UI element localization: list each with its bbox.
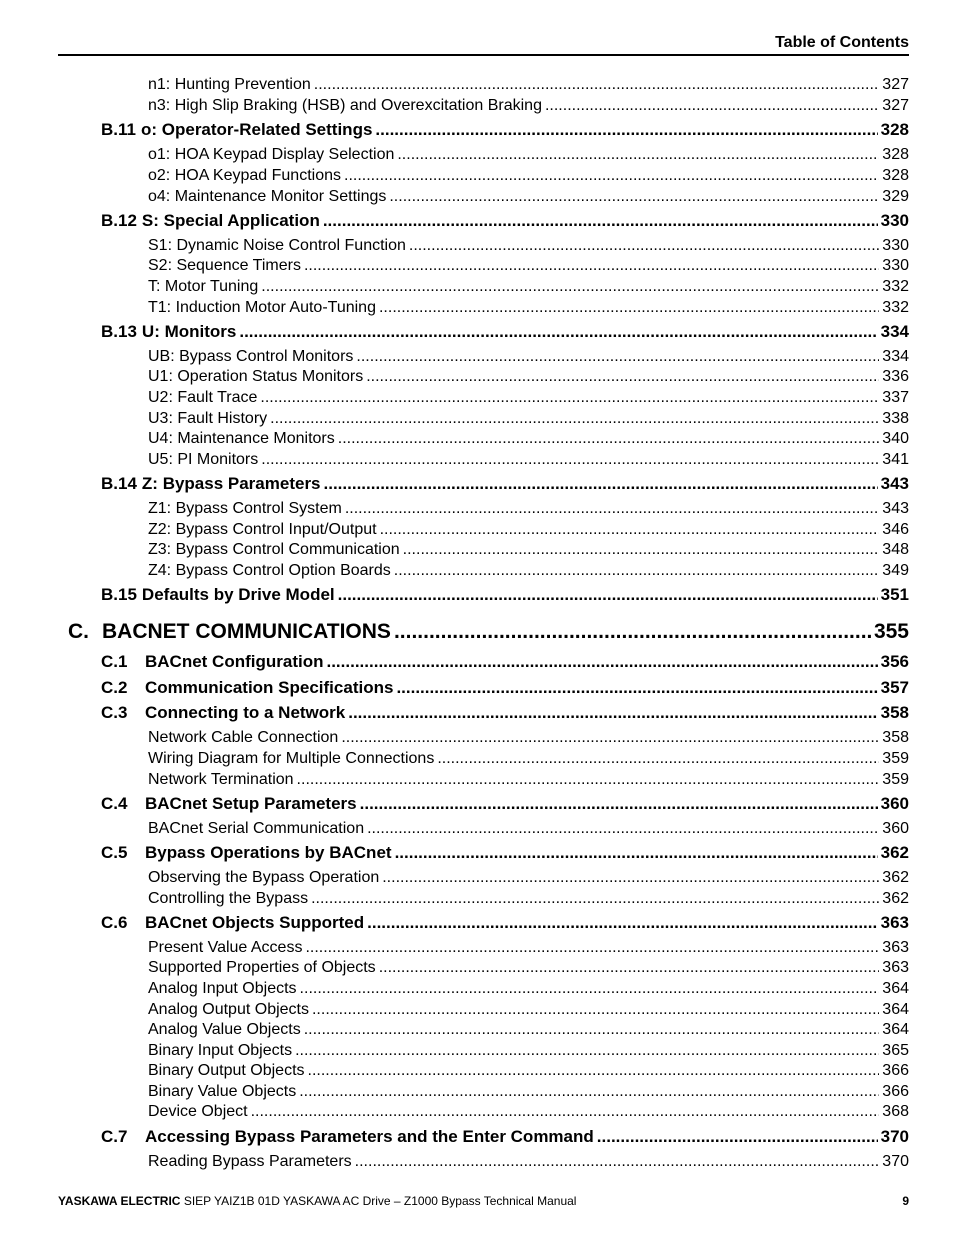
dot-leader	[305, 939, 879, 957]
toc-page-number: 362	[882, 890, 909, 907]
toc-subsection-entry[interactable]	[148, 541, 909, 561]
toc-page-number: 364	[882, 1001, 909, 1018]
toc-page-number: 343	[882, 500, 909, 517]
dot-leader	[312, 1001, 879, 1019]
dot-leader	[366, 368, 879, 386]
toc-entry-label: Supported Properties of Objects	[148, 959, 376, 976]
toc-subsection-entry[interactable]	[148, 146, 909, 166]
dot-leader	[345, 500, 879, 518]
toc-entry-title	[101, 913, 364, 933]
toc-section-entry[interactable]	[101, 1127, 909, 1149]
toc-entry-label: U3: Fault History	[148, 410, 268, 427]
dot-leader	[396, 678, 877, 698]
toc-entry-label: o4: Maintenance Monitor Settings	[148, 188, 387, 205]
toc-page-number: 328	[882, 146, 909, 163]
toc-page-number: 338	[882, 410, 909, 427]
toc-entry-title	[148, 939, 302, 957]
toc-entry-label: o: Operator-Related Settings	[140, 120, 373, 139]
toc-entry-title	[148, 1062, 305, 1080]
dot-leader	[394, 562, 880, 580]
toc-entry-label: Accessing Bypass Parameters and the Enter Command	[145, 1127, 594, 1146]
toc-subsection-entry[interactable]	[148, 1103, 909, 1123]
toc-entry-title	[148, 97, 542, 115]
toc-entry-label: Device Object	[148, 1103, 248, 1120]
toc-entry-title	[148, 890, 308, 908]
dot-leader	[304, 1021, 880, 1039]
toc-entry-number: C.3	[101, 703, 128, 722]
toc-page-number: 355	[873, 620, 909, 643]
dot-leader	[348, 703, 877, 723]
toc-page-number: 363	[880, 913, 909, 932]
toc-entry-title	[148, 1103, 248, 1121]
toc-entry-label: Connecting to a Network	[145, 703, 346, 722]
dot-leader	[360, 794, 878, 814]
toc-entry-label: U5: PI Monitors	[148, 451, 259, 468]
toc-entry-title	[148, 750, 434, 768]
toc-entry-title	[101, 120, 372, 140]
toc-page-number: 337	[882, 389, 909, 406]
toc-entry-title	[101, 678, 393, 698]
toc-section-entry[interactable]	[101, 913, 909, 935]
toc-entry-label: n1: Hunting Prevention	[148, 76, 311, 93]
toc-page-number: 359	[882, 750, 909, 767]
toc-entry-title	[148, 562, 391, 580]
toc-subsection-entry[interactable]	[148, 368, 909, 388]
toc-entry-label: S1: Dynamic Noise Control Function	[148, 237, 406, 254]
toc-entry-title	[148, 771, 294, 789]
toc-subsection-entry[interactable]	[148, 939, 909, 959]
toc-page-number: 327	[882, 97, 909, 114]
toc-entry-number: C.1	[101, 652, 128, 671]
dot-leader	[355, 1153, 880, 1171]
toc-subsection-entry[interactable]	[148, 1062, 909, 1082]
toc-entry-title	[148, 541, 400, 559]
toc-entry-title	[148, 237, 406, 255]
toc-subsection-entry[interactable]	[148, 97, 909, 117]
toc-page-number: 365	[882, 1042, 909, 1059]
toc-subsection-entry[interactable]	[148, 959, 909, 979]
toc-subsection-entry[interactable]	[148, 750, 909, 770]
toc-page-number: 362	[882, 869, 909, 886]
dot-leader	[409, 237, 879, 255]
toc-page-number: 332	[882, 299, 909, 316]
toc-page-number: 349	[882, 562, 909, 579]
toc-entry-label: S: Special Application	[141, 211, 320, 230]
toc-entry-number: B.11	[101, 120, 136, 139]
dot-leader	[367, 820, 879, 838]
toc-page-number: 340	[882, 430, 909, 447]
dot-leader	[389, 188, 879, 206]
toc-entry-title	[148, 410, 267, 428]
toc-entry-title	[148, 869, 379, 887]
toc-entry-label: Binary Input Objects	[148, 1042, 293, 1059]
toc-page-number: 364	[882, 1021, 909, 1038]
toc-section-entry[interactable]	[101, 843, 909, 865]
toc-entry-title	[148, 299, 376, 317]
dot-leader	[261, 451, 879, 469]
dot-leader	[379, 959, 880, 977]
toc-section-entry[interactable]	[101, 703, 909, 725]
toc-entry-label: T1: Induction Motor Auto-Tuning	[148, 299, 376, 316]
toc-page-number: 360	[880, 794, 909, 813]
toc-subsection-entry[interactable]	[148, 890, 909, 910]
dot-leader	[597, 1127, 878, 1147]
dot-leader	[326, 652, 877, 672]
toc-subsection-entry[interactable]	[148, 76, 909, 96]
toc-subsection-entry[interactable]	[148, 1021, 909, 1041]
toc-subsection-entry[interactable]	[148, 237, 909, 257]
toc-entry-label: Z1: Bypass Control System	[148, 500, 342, 517]
toc-page-number: 343	[880, 474, 909, 493]
toc-subsection-entry[interactable]	[148, 500, 909, 520]
dot-leader	[261, 278, 879, 296]
toc-section-entry[interactable]	[101, 585, 909, 607]
footer-publication-line	[58, 1194, 576, 1208]
toc-entry-label: Defaults by Drive Model	[141, 585, 335, 604]
toc-entry-label: Z: Bypass Parameters	[141, 474, 321, 493]
footer-page-number: 9	[902, 1194, 909, 1208]
toc-subsection-entry[interactable]	[148, 278, 909, 298]
toc-entry-number: C.6	[101, 913, 128, 932]
toc-page-number: 364	[882, 980, 909, 997]
toc-entry-title	[148, 980, 297, 998]
toc-section-entry[interactable]	[101, 211, 909, 233]
toc-entry-title	[148, 959, 376, 977]
toc-page-number: 336	[882, 368, 909, 385]
toc-entry-title	[148, 348, 353, 366]
toc-entry-label: Present Value Access	[148, 939, 303, 956]
toc-subsection-entry[interactable]	[148, 389, 909, 409]
toc-entry-title	[101, 322, 236, 342]
toc-section-entry[interactable]	[101, 120, 909, 142]
toc-subsection-entry[interactable]	[148, 348, 909, 368]
toc-entry-label: BACnet Setup Parameters	[145, 794, 357, 813]
dot-leader	[239, 322, 877, 342]
toc-page-number: 346	[882, 521, 909, 538]
toc-page-number: 359	[882, 771, 909, 788]
toc-entry-label: o1: HOA Keypad Display Selection	[148, 146, 395, 163]
toc-entry-label: T: Motor Tuning	[148, 278, 259, 295]
dot-leader	[356, 348, 879, 366]
dot-leader	[314, 76, 880, 94]
toc-entry-title	[148, 1083, 296, 1101]
toc-page-number: 329	[882, 188, 909, 205]
toc-entry-label: UB: Bypass Control Monitors	[148, 348, 354, 365]
toc-entry-label: BACNET COMMUNICATIONS	[102, 620, 391, 643]
toc-subsection-entry[interactable]	[148, 1083, 909, 1103]
toc-entry-label: BACnet Serial Communication	[148, 820, 365, 837]
toc-entry-label: Network Termination	[148, 771, 294, 788]
toc-entry-title	[148, 1021, 301, 1039]
toc-page-number: 341	[882, 451, 909, 468]
toc-subsection-entry[interactable]	[148, 980, 909, 1000]
dot-leader	[382, 869, 879, 887]
dot-leader	[395, 843, 878, 863]
toc-entry-label: BACnet Objects Supported	[145, 913, 365, 932]
toc-entry-title	[148, 1001, 309, 1019]
toc-entry-title	[101, 474, 321, 494]
toc-entry-number: C.	[68, 620, 89, 643]
toc-entry-label: Reading Bypass Parameters	[148, 1153, 352, 1170]
toc-page-number: 370	[880, 1127, 909, 1146]
toc-page-number: 328	[882, 167, 909, 184]
toc-section-entry[interactable]	[101, 794, 909, 816]
toc-subsection-entry[interactable]	[148, 167, 909, 187]
dot-leader	[380, 521, 880, 539]
toc-subsection-entry[interactable]	[148, 1153, 909, 1173]
toc-page-number: 357	[880, 678, 909, 697]
toc-entry-label: U2: Fault Trace	[148, 389, 258, 406]
toc-page-number: 366	[882, 1062, 909, 1079]
dot-leader	[338, 585, 878, 605]
toc-entry-title	[101, 703, 345, 723]
toc-entry-label: Binary Output Objects	[148, 1062, 305, 1079]
toc-section-entry[interactable]	[101, 678, 909, 700]
toc-entry-title	[101, 585, 335, 605]
toc-entry-title	[148, 500, 342, 518]
footer-brand: YASKAWA ELECTRIC	[58, 1194, 181, 1208]
toc-entry-title	[148, 167, 341, 185]
toc-entry-title	[148, 729, 338, 747]
dot-leader	[323, 211, 878, 231]
toc-entry-number: B.12	[101, 211, 137, 230]
toc-subsection-entry[interactable]	[148, 820, 909, 840]
toc-entry-number: C.4	[101, 794, 128, 813]
dot-leader	[397, 146, 879, 164]
toc-subsection-entry[interactable]	[148, 771, 909, 791]
toc-page-number: 328	[880, 120, 909, 139]
toc-entry-label: Wiring Diagram for Multiple Connections	[148, 750, 435, 767]
dot-leader	[437, 750, 879, 768]
dot-leader	[338, 430, 880, 448]
toc-page-number: 330	[882, 237, 909, 254]
dot-leader	[379, 299, 879, 317]
dot-leader	[270, 410, 879, 428]
toc-entry-title	[101, 211, 320, 231]
toc-entry-number: C.5	[101, 843, 128, 862]
toc-subsection-entry[interactable]	[148, 1001, 909, 1021]
toc-entry-title	[148, 1153, 352, 1171]
dot-leader	[375, 120, 877, 140]
toc-subsection-entry[interactable]	[148, 451, 909, 471]
toc-entry-label: Observing the Bypass Operation	[148, 869, 380, 886]
toc-page-number: 363	[882, 959, 909, 976]
toc-chapter-entry[interactable]	[68, 620, 909, 648]
toc-entry-title	[148, 451, 258, 469]
toc-subsection-entry[interactable]	[148, 430, 909, 450]
toc-entry-label: Analog Input Objects	[148, 980, 297, 997]
toc-entry-label: Analog Output Objects	[148, 1001, 309, 1018]
toc-page-number: 334	[880, 322, 909, 341]
dot-leader	[300, 980, 880, 998]
toc-entry-title	[148, 430, 335, 448]
toc-page-number: 368	[882, 1103, 909, 1120]
toc-entry-number: C.7	[101, 1127, 128, 1146]
toc-entry-title	[148, 146, 394, 164]
toc-entry-title	[68, 620, 391, 644]
dot-leader	[344, 167, 879, 185]
toc-entry-title	[148, 257, 301, 275]
toc-entry-label: Communication Specifications	[145, 678, 394, 697]
toc-entry-title	[148, 368, 363, 386]
toc-entry-title	[148, 278, 258, 296]
toc-entry-title	[101, 794, 357, 814]
toc-subsection-entry[interactable]	[148, 729, 909, 749]
toc-entry-label: U1: Operation Status Monitors	[148, 368, 364, 385]
toc-page-number: 360	[882, 820, 909, 837]
dot-leader	[304, 257, 879, 275]
toc-subsection-entry[interactable]	[148, 188, 909, 208]
toc-entry-title	[101, 1127, 594, 1147]
dot-leader	[394, 620, 871, 644]
toc-entry-label: Bypass Operations by BACnet	[145, 843, 392, 862]
toc-page-number: 363	[882, 939, 909, 956]
toc-entry-title	[148, 1042, 292, 1060]
dot-leader	[367, 913, 878, 933]
dot-leader	[308, 1062, 880, 1080]
toc-entry-label: Z4: Bypass Control Option Boards	[148, 562, 391, 579]
dot-leader	[299, 1083, 879, 1101]
toc-entry-title	[101, 843, 392, 863]
toc-entry-label: Controlling the Bypass	[148, 890, 309, 907]
toc-page-number: 370	[882, 1153, 909, 1170]
running-header-title: Table of Contents	[775, 34, 909, 51]
toc-entry-label: Z3: Bypass Control Communication	[148, 541, 400, 558]
toc-page-number: 358	[880, 703, 909, 722]
toc-subsection-entry[interactable]	[148, 869, 909, 889]
dot-leader	[297, 771, 880, 789]
toc-page-number: 351	[880, 585, 909, 604]
toc-page-number: 330	[882, 257, 909, 274]
toc-page-number: 332	[882, 278, 909, 295]
toc-subsection-entry[interactable]	[148, 299, 909, 319]
toc-page-number: 362	[880, 843, 909, 862]
toc-entry-label: n3: High Slip Braking (HSB) and Overexcitation Braking	[148, 97, 542, 114]
toc-page-number: 327	[882, 76, 909, 93]
toc-section-entry[interactable]	[101, 322, 909, 344]
toc-subsection-entry[interactable]	[148, 257, 909, 277]
toc-subsection-entry[interactable]	[148, 562, 909, 582]
toc-page-number: 366	[882, 1083, 909, 1100]
toc-entry-title	[148, 389, 257, 407]
toc-entry-label: Network Cable Connection	[148, 729, 339, 746]
dot-leader	[324, 474, 878, 494]
dot-leader	[251, 1103, 880, 1121]
dot-leader	[260, 389, 879, 407]
toc-entry-label: U: Monitors	[141, 322, 237, 341]
dot-leader	[545, 97, 879, 115]
toc-page-number: 356	[880, 652, 909, 671]
toc-entry-number: B.13	[101, 322, 137, 341]
toc-subsection-entry[interactable]	[148, 521, 909, 541]
toc-page-number: 358	[882, 729, 909, 746]
toc-page-number: 348	[882, 541, 909, 558]
toc-entry-label: BACnet Configuration	[145, 652, 324, 671]
toc-entry-label: o2: HOA Keypad Functions	[148, 167, 341, 184]
toc-page-number: 334	[882, 348, 909, 365]
dot-leader	[311, 890, 879, 908]
toc-entry-label: Analog Value Objects	[148, 1021, 301, 1038]
toc-entry-title	[148, 76, 311, 94]
toc-entry-title	[101, 652, 323, 672]
toc-entry-title	[148, 188, 386, 206]
toc-entry-number: B.14	[101, 474, 137, 493]
toc-subsection-entry[interactable]	[148, 410, 909, 430]
toc-entry-label: Z2: Bypass Control Input/Output	[148, 521, 377, 538]
toc-entry-title	[148, 820, 364, 838]
dot-leader	[403, 541, 880, 559]
toc-entry-title	[148, 521, 377, 539]
footer-manual-title: SIEP YAIZ1B 01D YASKAWA AC Drive – Z1000 Bypass Technical Manual	[183, 1194, 577, 1208]
toc-entry-label: Binary Value Objects	[148, 1083, 297, 1100]
toc-subsection-entry[interactable]	[148, 1042, 909, 1062]
toc-entry-number: B.15	[101, 585, 137, 604]
toc-entry-label: S2: Sequence Timers	[148, 257, 301, 274]
dot-leader	[341, 729, 879, 747]
toc-page-number: 330	[880, 211, 909, 230]
toc-section-entry[interactable]	[101, 652, 909, 674]
toc-entry-label: U4: Maintenance Monitors	[148, 430, 335, 447]
dot-leader	[295, 1042, 879, 1060]
toc-entry-number: C.2	[101, 678, 128, 697]
toc-section-entry[interactable]	[101, 474, 909, 496]
